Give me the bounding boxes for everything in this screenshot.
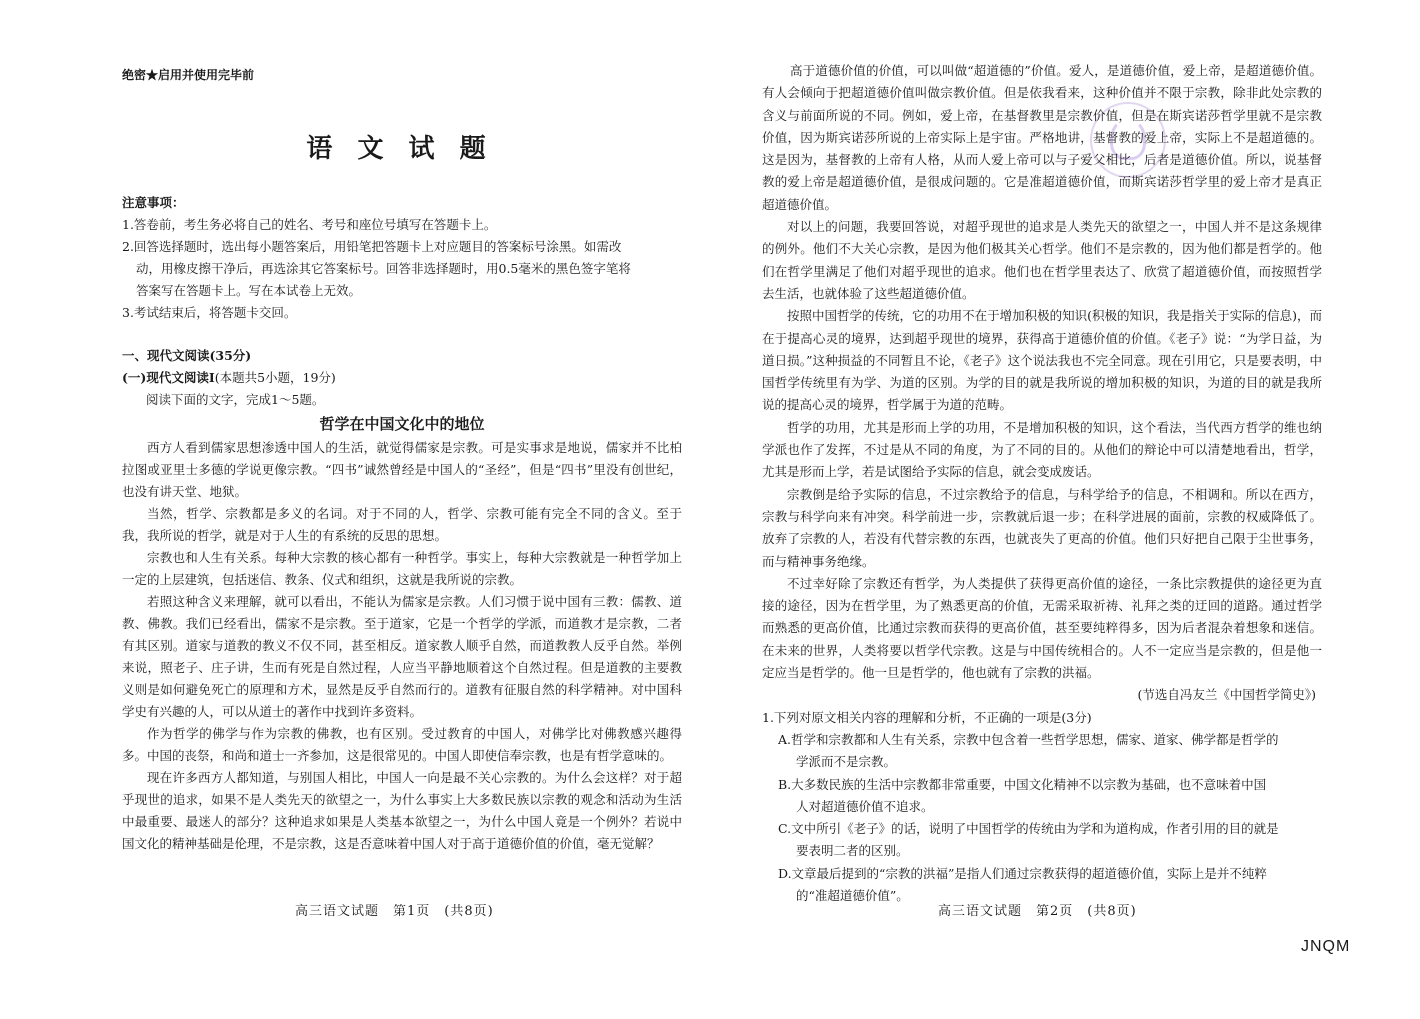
subsection-heading-title: (一)现代文阅读Ⅰ <box>122 370 215 385</box>
option-text-continued: 的“准超道德价值”。 <box>796 887 909 903</box>
notice-item: 动，用橡皮擦干净后，再选涂其它答案标号。回答非选择题时，用0.5毫米的黑色签字笔将 <box>136 261 631 276</box>
article-paragraph: 宗教倒是给予实际的信息，不过宗教给予的信息，与科学给予的信息，不相调和。所以在西方，宗教与科学向来有冲突。科学前进一步，宗教就后退一步；在科学进展的面前，宗教的权威降低了。放弃了宗教的人，若没有代替宗教的东西，也就丧失了更高的价值。他们只好把自己限于尘世事务，而与精神事务绝缘。 <box>762 486 1322 569</box>
notice-item: 答案写在答题卡上。写在本试卷上无效。 <box>136 283 362 298</box>
option-text-continued: 学派而不是宗教。 <box>796 754 897 770</box>
notice-item: 2.回答选择题时，选出每小题答案后，用铅笔把答题卡上对应题目的答案标号涂黑。如需改 <box>122 239 622 254</box>
page-footer: 高三语文试题 第2页 (共8页) <box>938 904 1137 919</box>
article-paragraph: 作为哲学的佛学与作为宗教的佛教，也有区别。受过教育的中国人，对佛学比对佛教感兴趣得多。中国的丧祭，和尚和道士一齐参加，这是很常见的。中国人即使信奉宗教，也是有哲学意味的。 <box>122 726 682 763</box>
article-source: (节选自冯友兰《中国哲学简史》) <box>1137 687 1316 703</box>
exam-title: 语 文 试 题 <box>306 134 494 164</box>
option-text-continued: 人对超道德价值不追求。 <box>796 798 934 814</box>
article-paragraph: 对以上的问题，我要回答说，对超乎现世的追求是人类先天的欲望之一，中国人并不是这条规律的例外。他们不大关心宗教，是因为他们极其关心哲学。他们不是宗教的，因为他们都是哲学的。他们在哲学里满足了他们对超乎现世的追求。他们也在哲学里表达了、欣赏了超道德价值，而按照哲学去生活，也就体验了这些超道德价值。 <box>762 219 1322 301</box>
option-text: A.哲学和宗教都和人生有关系，宗教中包含着一些哲学思想，儒家、道家、佛学都是哲学的 <box>778 731 1279 747</box>
reading-section <box>122 345 682 855</box>
reading-continued <box>762 60 1322 907</box>
answer-option-b <box>762 774 1322 819</box>
notice-item: 1.答卷前，考生务必将自己的姓名、考号和座位号填写在答题卡上。 <box>122 217 497 232</box>
subsection-heading-detail: (本题共5小题，19分) <box>214 370 336 385</box>
article-paragraph: 若照这种含义来理解，就可以看出，不能认为儒家是宗教。人们习惯于说中国有三教：儒教、道教、佛教。我们已经看出，儒家不是宗教。至于道家，它是一个哲学的学派，而道教才是宗教，二者有其区别。道家与道教的教义不仅不同，甚至相反。道家教人顺乎自然，而道教教人反乎自然。举例来说，照老子、庄子讲，生而有死是自然过程，人应当平静地顺着这个自然过程。但是道教的主要教义则是如何避免死亡的原理和方术，显然是反乎自然而行的。道教有征服自然的科学精神。对中国科学史有兴趣的人，可以从道士的著作中找到许多资料。 <box>122 594 682 719</box>
option-text-continued: 要表明二者的区别。 <box>796 843 909 859</box>
answer-option-a <box>762 729 1322 774</box>
confidential-label: 绝密★启用并使用完毕前 <box>122 68 255 82</box>
option-text: D.文章最后提到的“宗教的洪福”是指人们通过宗教获得的超道德价值，实际上是并不纯粹 <box>778 865 1267 881</box>
answer-option-c <box>762 818 1322 863</box>
option-text: B.大多数民族的生活中宗教都非常重要，中国文化精神不以宗教为基础，也不意味着中国 <box>778 776 1267 792</box>
article-paragraph: 宗教也和人生有关系。每种大宗教的核心都有一种哲学。事实上，每种大宗教就是一种哲学加上一定的上层建筑，包括迷信、教条、仪式和组织，这就是我所说的宗教。 <box>122 550 682 587</box>
page-footer: 高三语文试题 第1页 (共8页) <box>295 904 494 919</box>
exam-code-mark: JNQM <box>1301 938 1351 955</box>
subsection-heading <box>122 367 682 389</box>
article-paragraph: 西方人看到儒家思想渗透中国人的生活，就觉得儒家是宗教。可是实事求是地说，儒家并不比柏拉图或亚里士多德的学说更像宗教。“四书”诚然曾经是中国人的“圣经”，但是“四书”里没有创世纪，也没有讲天堂、地狱。 <box>122 440 682 499</box>
article-paragraph: 哲学的功用，尤其是形而上学的功用，不是增加积极的知识，这个看法，当代西方哲学的维也纳学派也作了发挥，不过是从不同的角度，为了不同的目的。从他们的辩论中可以清楚地看出，哲学，尤其是形而上学，若是试图给予实际的信息，就会变成废话。 <box>762 419 1322 480</box>
article-paragraph: 高于道德价值的价值，可以叫做“超道德的”价值。爱人，是道德价值，爱上帝，是超道德价值。有人会倾向于把超道德价值叫做宗教价值。但是依我看来，这种价值并不限于宗教，除非此处宗教的含义与前面所说的不同。例如，爱上帝，在基督教里是宗教价值，但是在斯宾诺莎哲学里就不是宗教价值，因为斯宾诺莎所说的上帝实际上是宇宙。严格地讲，基督教的爱上帝，实际上不是超道德的。这是因为，基督教的上帝有人格，从而人爱上帝可以与子爱父相比，后者是道德价值。所以，说基督教的爱上帝是超道德价值，是很成问题的。它是准超道德价值，而斯宾诺莎哲学里的爱上帝才是真正超道德价值。 <box>762 63 1322 212</box>
article-paragraph: 现在许多西方人都知道，与别国人相比，中国人一向是最不关心宗教的。为什么会这样？对于超乎现世的追求，如果不是人类先天的欲望之一，为什么事实上大多数民族以宗教的观念和活动为生活中最重要、最迷人的部分？这种追求如果是人类基本欲望之一，为什么中国人竟是一个例外？若说中国文化的精神基础是伦理，不是宗教，这是否意味着中国人对于高于道德价值的价值，毫无觉解？ <box>122 770 682 851</box>
question-stem: 1.下列对原文相关内容的理解和分析，不正确的一项是(3分) <box>762 709 1092 725</box>
option-text: C.文中所引《老子》的话，说明了中国哲学的传统由为学和为道构成，作者引用的目的就是 <box>778 821 1279 837</box>
article-paragraph: 不过幸好除了宗教还有哲学，为人类提供了获得更高价值的途径，一条比宗教提供的途径更为直接的途径，因为在哲学里，为了熟悉更高的价值，无需采取祈祷、礼拜之类的迂回的道路。通过哲学而熟悉的更高价值，比通过宗教而获得的更高价值，甚至要纯粹得多，因为后者混杂着想象和迷信。在未来的世界，人类将要以哲学代宗教。这是与中国传统相合的。人不一定应当是宗教的，但是他一定应当是哲学的。他一旦是哲学的，他也就有了宗教的洪福。 <box>762 575 1322 681</box>
reading-instruction: 阅读下面的文字，完成1～5题。 <box>146 392 325 407</box>
notice-section <box>122 192 690 324</box>
article-paragraph: 当然，哲学、宗教都是多义的名词。对于不同的人，哲学、宗教可能有完全不同的含义。至于我，我所说的哲学，就是对于人生的有系统的反思的思想。 <box>122 506 682 543</box>
article-paragraph: 按照中国哲学的传统，它的功用不在于增加积极的知识(积极的知识，我是指关于实际的信息)，而在于提高心灵的境界，达到超乎现世的境界，获得高于道德价值的价值。《老子》说：“为学日益，为道日损。”这种损益的不同暂且不论，《老子》这个说法我也不完全同意。现在引用它，只是要表明，中国哲学传统里有为学、为道的区别。为学的目的就是我所说的增加积极的知识，为道的目的就是我所说的提高心灵的境界，哲学属于为道的范畴。 <box>762 308 1322 413</box>
notice-heading: 注意事项： <box>122 195 185 210</box>
article-title: 哲学在中国文化中的地位 <box>319 415 485 433</box>
section-heading: 一、现代文阅读(35分) <box>122 348 252 363</box>
notice-item: 3.考试结束后，将答题卡交回。 <box>122 305 297 320</box>
